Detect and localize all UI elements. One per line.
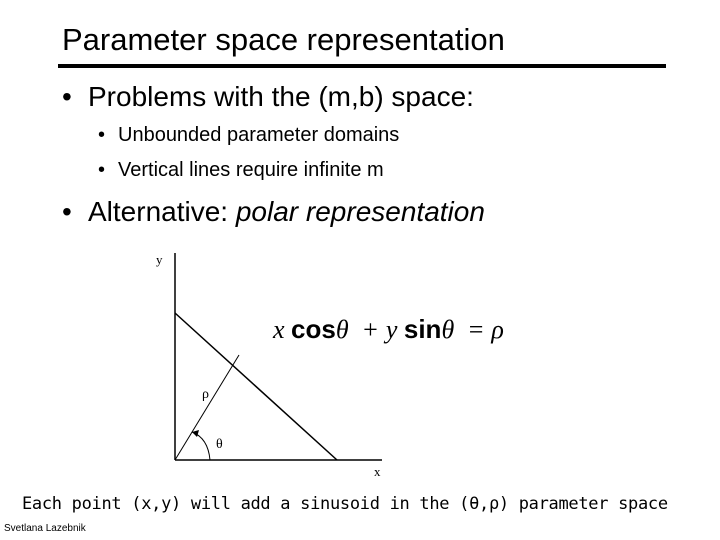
- eq-plus: +: [363, 315, 378, 344]
- rho-label: ρ: [202, 387, 209, 402]
- y-axis-label: y: [156, 252, 163, 267]
- eq-sin: sin: [403, 314, 442, 344]
- eq-rho: ρ: [491, 315, 504, 344]
- sub-bullet-vertical-text: Vertical lines require infinite m: [118, 159, 384, 181]
- eq-equals: =: [468, 315, 484, 344]
- bullet-dot: •: [62, 196, 72, 227]
- slide-title: Parameter space representation: [62, 22, 505, 57]
- author-credit: Svetlana Lazebnik: [4, 523, 86, 534]
- bullet-alternative-emphasis: polar representation: [235, 196, 485, 227]
- eq-theta-1: θ: [335, 315, 349, 344]
- bullet-dot: •: [62, 81, 72, 112]
- bullet-alternative: [62, 195, 485, 229]
- sub-bullet-vertical: [98, 158, 384, 182]
- rho-normal: [175, 355, 239, 460]
- theta-arc: [192, 432, 210, 460]
- sub-bullet-unbounded: [98, 123, 399, 147]
- bullet-dot: •: [98, 124, 106, 146]
- eq-theta-2: θ: [441, 315, 455, 344]
- polar-equation: [273, 312, 504, 347]
- bullet-problems: [62, 80, 474, 114]
- sub-bullet-unbounded-text: Unbounded parameter domains: [118, 124, 400, 146]
- bullet-alternative-prefix: Alternative:: [88, 196, 236, 227]
- eq-x: x: [273, 315, 285, 344]
- title-underline: [58, 64, 666, 68]
- polar-line-diagram: [150, 248, 390, 484]
- x-axis-label: x: [374, 464, 381, 479]
- bullet-dot: •: [98, 159, 106, 181]
- bullet-problems-text: Problems with the (m,b) space:: [88, 81, 474, 112]
- eq-y: y: [385, 315, 398, 344]
- eq-cos: cos: [291, 314, 336, 344]
- theta-label: θ: [216, 437, 223, 452]
- caption: Each point (x,y) will add a sinusoid in the (θ,ρ) parameter space: [22, 494, 668, 514]
